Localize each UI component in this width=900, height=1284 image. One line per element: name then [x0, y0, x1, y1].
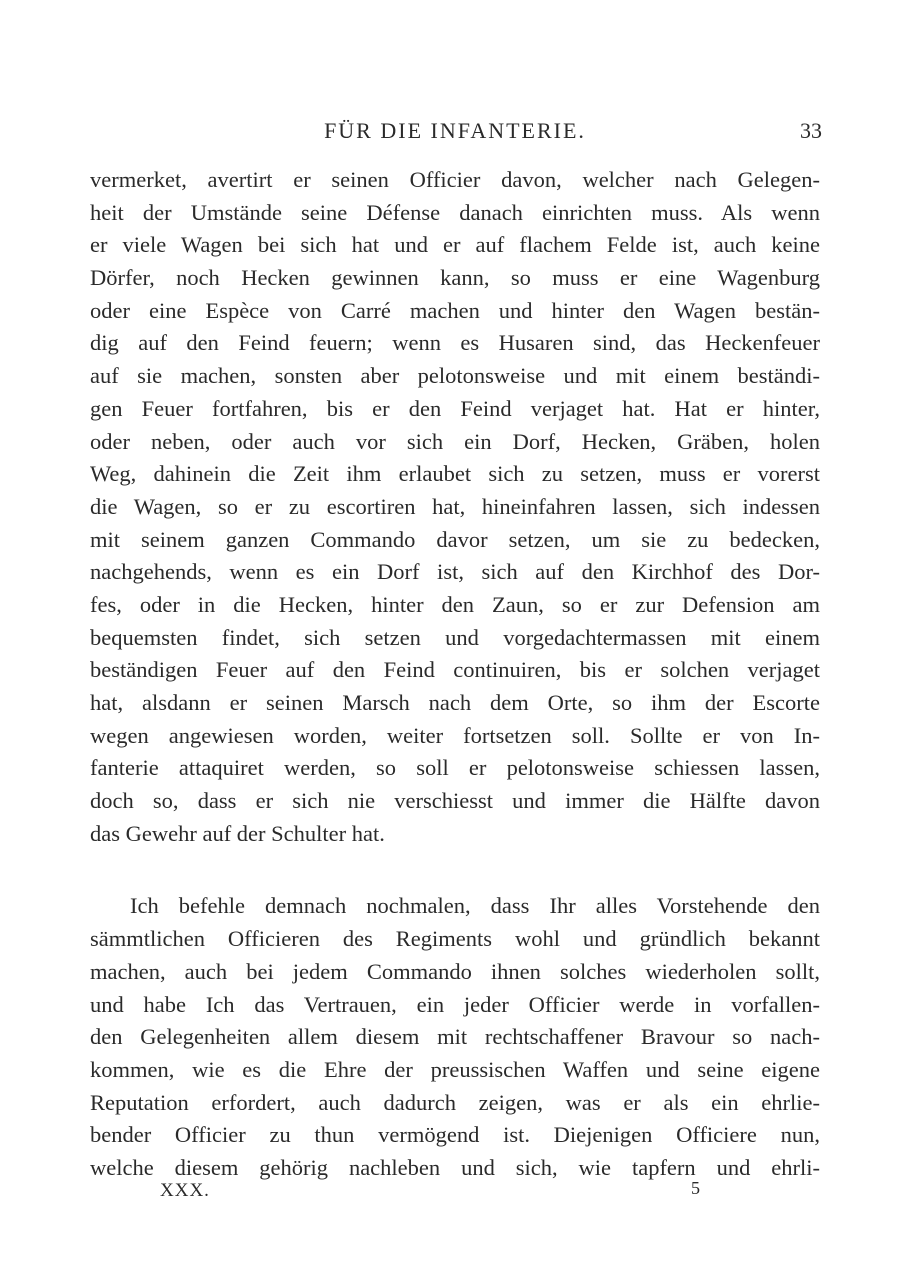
running-head: [88, 118, 822, 152]
text-line: beständigen Feuer auf den Feind continuiren, bis er solchen verjaget: [90, 657, 820, 683]
text-line: sämmtlichen Officieren des Regiments wohl und gründlich bekannt: [90, 926, 820, 952]
text-line: heit der Umstände seine Défense danach einrichten muss. Als wenn: [90, 199, 820, 225]
text-line: er viele Wagen bei sich hat und er auf flachem Felde ist, auch keine: [90, 232, 820, 258]
text-line: dig auf den Feind feuern; wenn es Husaren sind, das Heckenfeuer: [90, 330, 820, 356]
text-line: Dörfer, noch Hecken gewinnen kann, so muss er eine Wagenburg: [90, 265, 820, 291]
text-line: welche diesem gehörig nachleben und sich, wie tapfern und ehrli-: [90, 1154, 820, 1180]
paragraph-2: [90, 890, 820, 1184]
paragraph-gap: [90, 850, 820, 890]
text-line: machen, auch bei jedem Commando ihnen solches wiederholen sollt,: [90, 958, 820, 984]
text-line: bender Officier zu thun vermögend ist. Diejenigen Officiere nun,: [90, 1122, 820, 1148]
text-line: Weg, dahinein die Zeit ihm erlaubet sich zu setzen, muss er vorerst: [90, 461, 820, 487]
text-line: hat, alsdann er seinen Marsch nach dem Orte, so ihm der Escorte: [90, 690, 820, 715]
body-text: [90, 164, 820, 1185]
text-line: wegen angewiesen worden, weiter fortsetzen soll. Sollte er von In-: [90, 722, 820, 748]
text-line: den Gelegenheiten allem diesem mit rechtschaffener Bravour so nach-: [90, 1024, 820, 1050]
page-footer: [160, 1180, 700, 1208]
signature-mark: XXX.: [160, 1180, 210, 1201]
text-line: bequemsten findet, sich setzen und vorgedachtermassen mit einem: [90, 624, 820, 650]
text-line: Reputation erfordert, auch dadurch zeigen, was er als ein ehrlie-: [90, 1089, 820, 1115]
page-number: 33: [800, 118, 822, 143]
text-line: oder eine Espèce von Carré machen und hinter den Wagen bestän-: [90, 297, 820, 323]
text-line: Ich befehle demnach nochmalen, dass Ihr alles Vorstehende den: [130, 893, 820, 919]
paragraph-1: [90, 164, 820, 850]
text-line: fanterie attaquiret werden, so soll er pelotonsweise schiessen lassen,: [90, 755, 820, 781]
text-line: oder neben, oder auch vor sich ein Dorf, Hecken, Gräben, holen: [90, 428, 820, 454]
text-line: auf sie machen, sonsten aber pelotonsweise und mit einem beständi-: [90, 363, 820, 389]
running-title: FÜR DIE INFANTERIE.: [324, 118, 586, 143]
text-line: gen Feuer fortfahren, bis er den Feind verjaget hat. Hat er hinter,: [90, 395, 820, 421]
sheet-number: 5: [691, 1178, 700, 1198]
text-line: und habe Ich das Vertrauen, ein jeder Officier werde in vorfallen-: [90, 991, 820, 1017]
text-line: mit seinem ganzen Commando davor setzen, um sie zu bedecken,: [90, 526, 820, 552]
text-line: nachgehends, wenn es ein Dorf ist, sich auf den Kirchhof des Dor-: [90, 559, 820, 585]
text-line: kommen, wie es die Ehre der preussischen Waffen und seine eigene: [90, 1056, 820, 1082]
text-line: die Wagen, so er zu escortiren hat, hineinfahren lassen, sich indessen: [90, 493, 820, 519]
text-line: das Gewehr auf der Schulter hat.: [90, 820, 385, 846]
text-line: fes, oder in die Hecken, hinter den Zaun, so er zur Defension am: [90, 591, 820, 617]
text-line: vermerket, avertirt er seinen Officier davon, welcher nach Gelegen-: [90, 167, 820, 192]
text-line: doch so, dass er sich nie verschiesst und immer die Hälfte davon: [90, 788, 820, 814]
